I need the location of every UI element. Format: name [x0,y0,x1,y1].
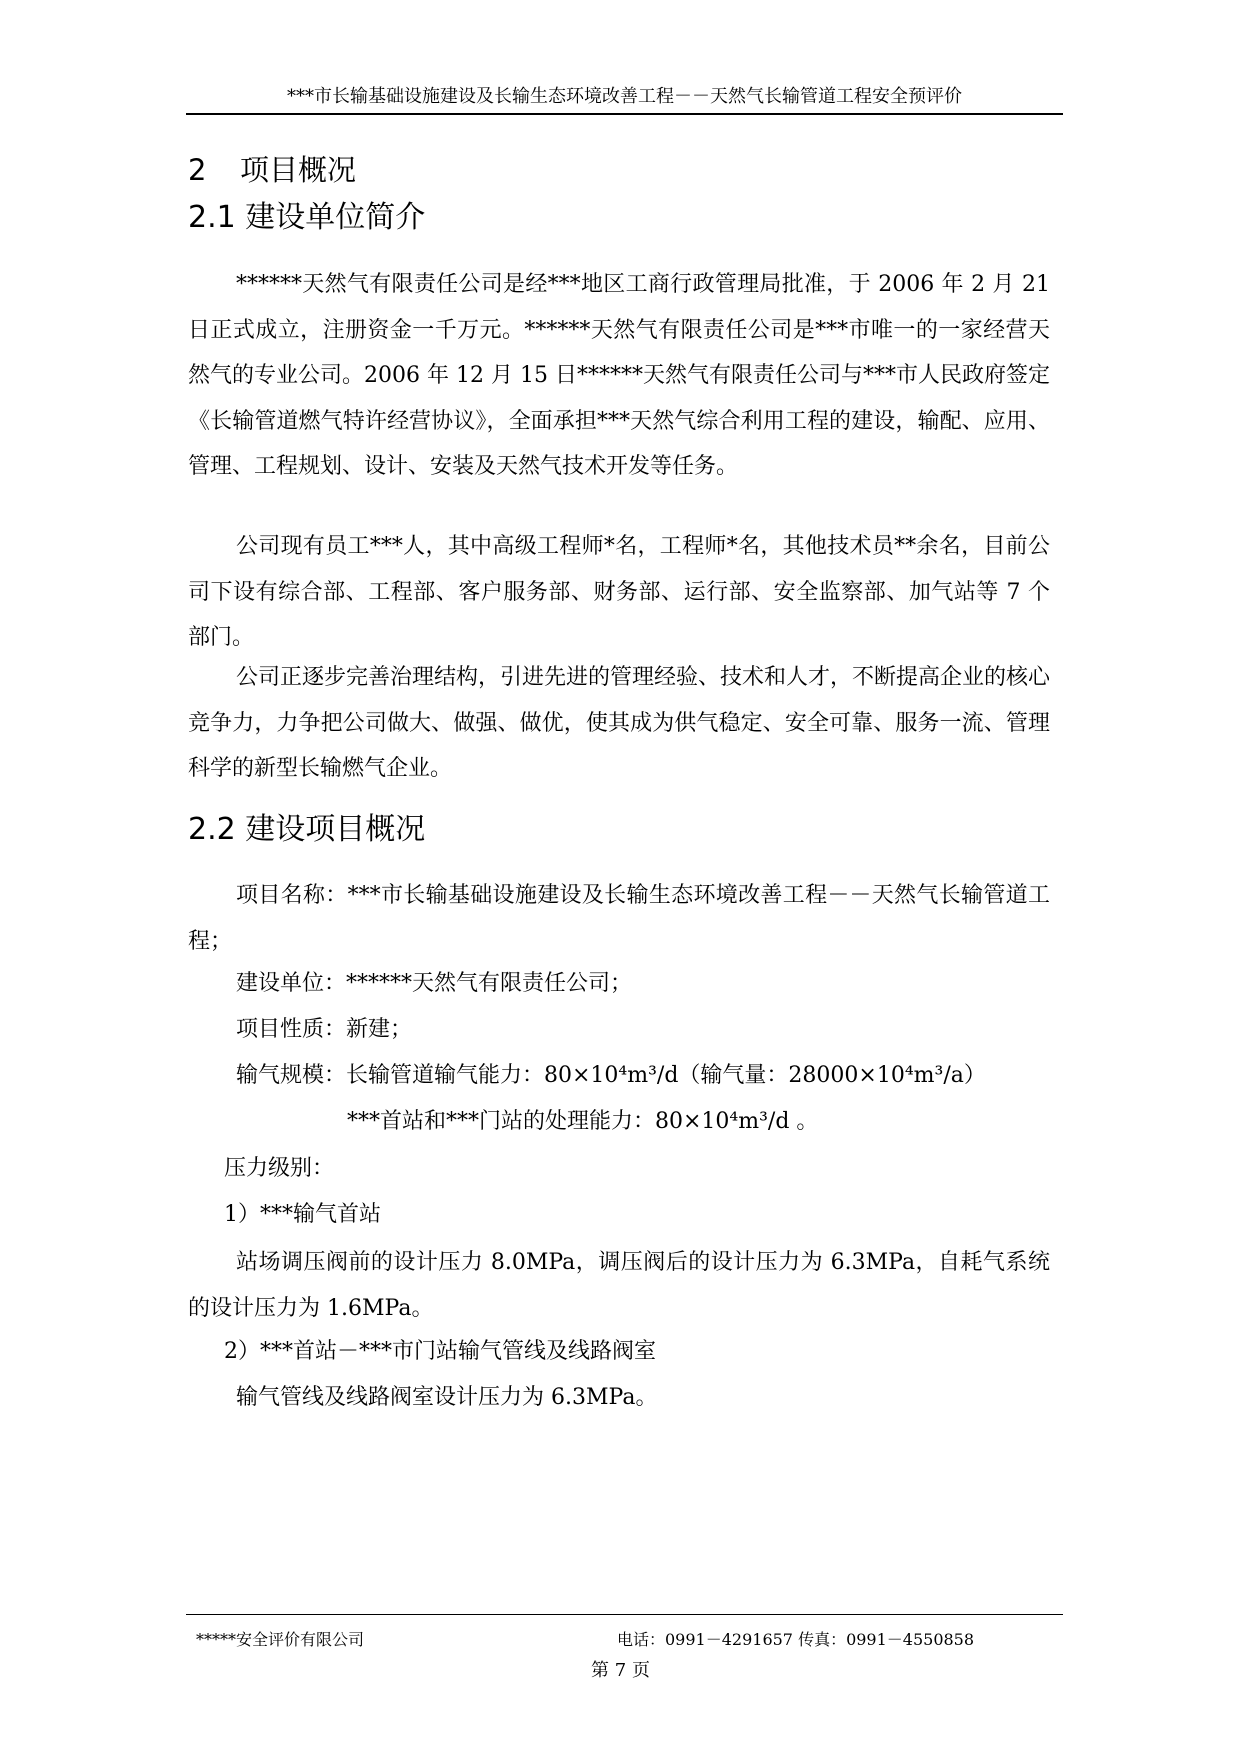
station-capacity: ***首站和***门站的处理能力：80×10⁴m³/d 。 [347,1109,819,1134]
item-1-title: 1）***输气首站 [224,1202,381,1227]
page-number: 第 7 页 [591,1660,650,1681]
item-1-text: 站场调压阀前的设计压力 8.0MPa，调压阀后的设计压力为 6.3MPa，自耗气系统的设计压力为 1.6MPa。 [188,1250,1050,1321]
footer-company: *****安全评价有限公司 [196,1630,365,1649]
project-name: 项目名称：***市长输基础设施建设及长输生态环境改善工程－－天然气长输管道工程； [188,883,1050,954]
paragraph: ******天然气有限责任公司是经***地区工商行政管理局批准，于 2006 年 2 月 21 日正式成立，注册资金一千万元。******天然气有限责任公司是***市唯一的一家经营天然气的专业公司。2006 年 12 月 15 日******天然气有限责任公司与***市人民政府签定《长输管道燃气特许经营协议》，全面承担***天然气综合利用工程的建设，输配、应用、管理、工程规划、设计、安装及天然气技术开发等任务。 [188,272,1050,479]
section-title: 项目概况 [240,153,357,187]
footer-contact: 电话：0991－4291657 传真：0991－4550858 [617,1630,975,1649]
paragraph: 公司现有员工***人，其中高级工程师*名，工程师*名，其他技术员**余名，目前公司下设有综合部、工程部、客户服务部、财务部、运行部、安全监察部、加气站等 7 个部门。 [188,534,1050,650]
page-header: ***市长输基础设施建设及长输生态环境改善工程－－天然气长输管道工程安全预评价 [287,86,962,107]
transport-scale: 输气规模：长输管道输气能力：80×10⁴m³/d（输气量：28000×10⁴m³/a） [236,1063,986,1088]
pressure-label: 压力级别： [224,1156,335,1181]
project-nature: 项目性质：新建； [236,1017,413,1042]
section-heading [188,150,356,190]
section-number: 2 [188,153,207,187]
item-2-text: 输气管线及线路阀室设计压力为 6.3MPa。 [236,1385,658,1410]
subsection-heading-2-2: 2.2 建设项目概况 [188,812,426,847]
paragraph: 公司正逐步完善治理结构，引进先进的管理经验、技术和人才，不断提高企业的核心竞争力，力争把公司做大、做强、做优，使其成为供气稳定、安全可靠、服务一流、管理科学的新型长输燃气企业。 [188,665,1051,781]
item-2-title: 2）***首站－***市门站输气管线及线路阀室 [224,1339,656,1364]
subsection-heading-2-1: 2.1 建设单位简介 [188,200,426,235]
construction-unit: 建设单位：******天然气有限责任公司； [236,971,633,996]
header-rule [186,113,1063,115]
footer-rule [186,1614,1063,1615]
